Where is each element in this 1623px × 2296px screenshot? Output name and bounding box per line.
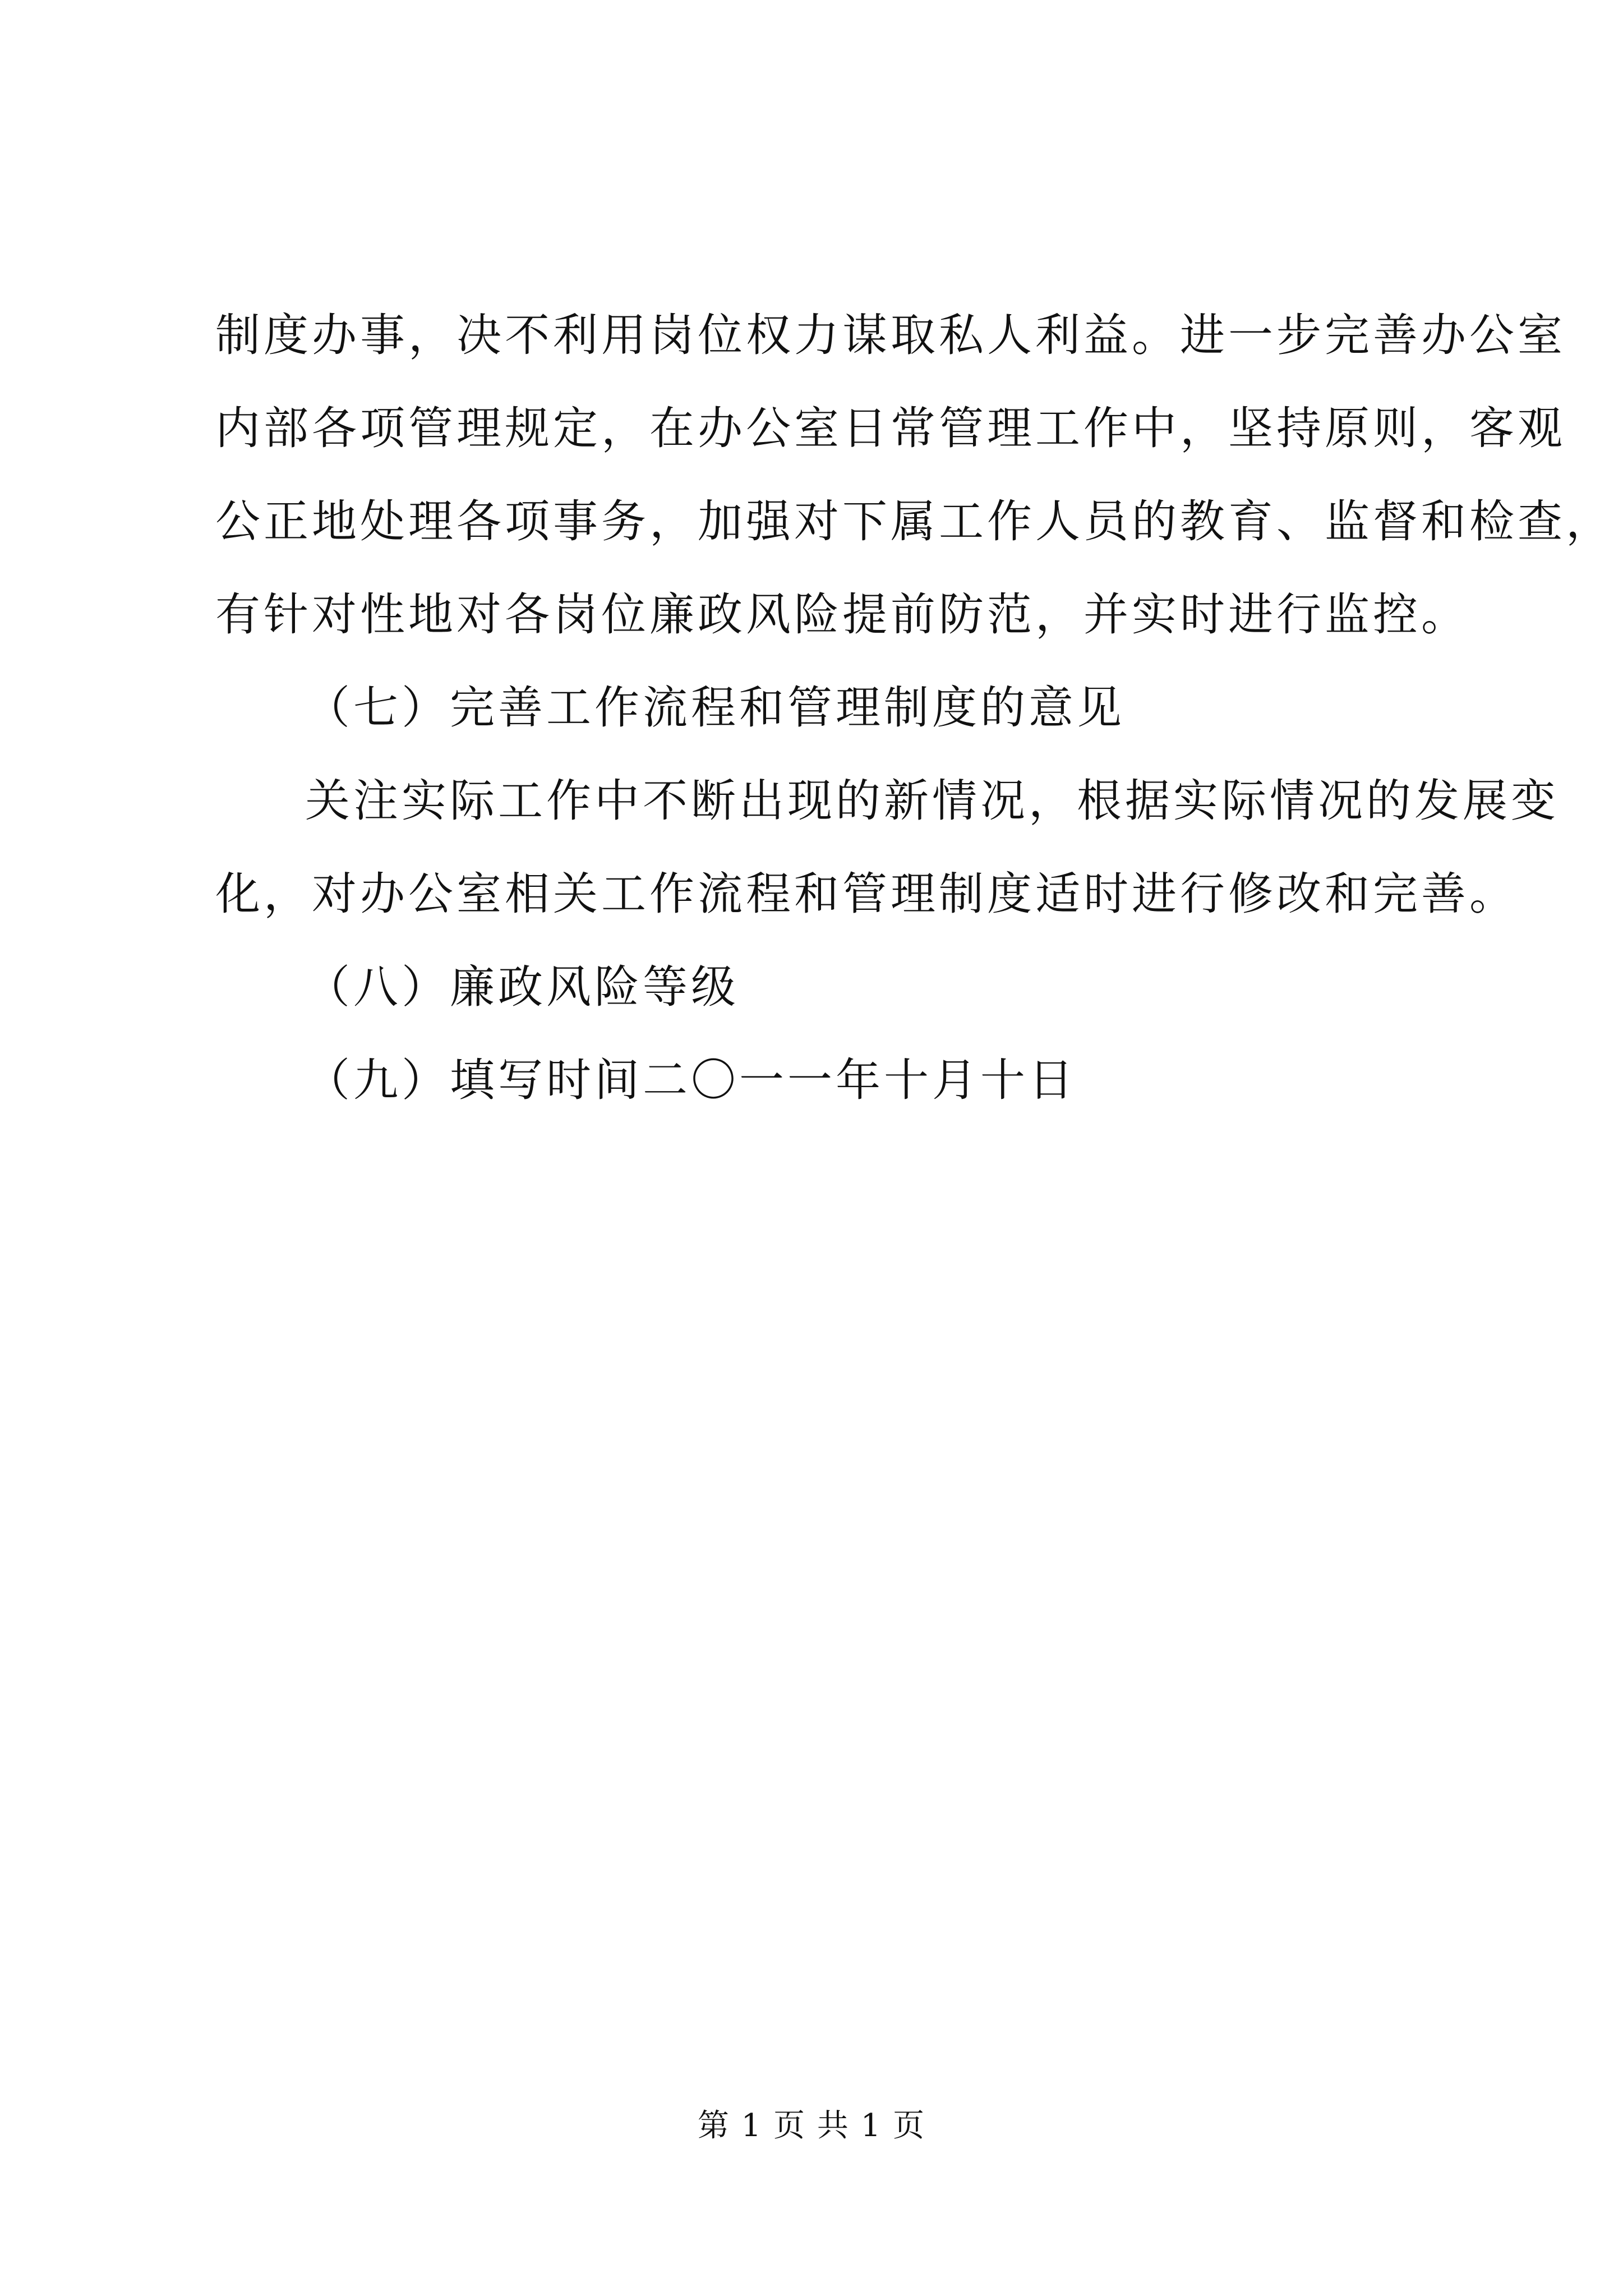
body-line-4: 有针对性地对各岗位廉政风险提前防范，并实时进行监控。 [215, 588, 1469, 641]
body-line-5: 关注实际工作中不断出现的新情况，根据实际情况的发展变 [305, 775, 1559, 827]
section-heading-8: （八）廉政风险等级 [305, 961, 739, 1013]
page-footer: 第 1 页 共 1 页 [697, 2108, 926, 2144]
body-line-3: 公正地处理各项事务，加强对下属工作人员的教育、监督和检查， [215, 495, 1614, 547]
body-line-1: 制度办事，决不利用岗位权力谋取私人利益。进一步完善办公室 [215, 309, 1566, 361]
section-heading-9: （九）填写时间二〇一一年十月十日 [305, 1054, 1077, 1106]
section-heading-7: （七）完善工作流程和管理制度的意见 [305, 682, 1125, 734]
body-line-2: 内部各项管理规定，在办公室日常管理工作中，坚持原则，客观 [215, 402, 1566, 454]
body-line-6: 化，对办公室相关工作流程和管理制度适时进行修改和完善。 [215, 868, 1518, 920]
